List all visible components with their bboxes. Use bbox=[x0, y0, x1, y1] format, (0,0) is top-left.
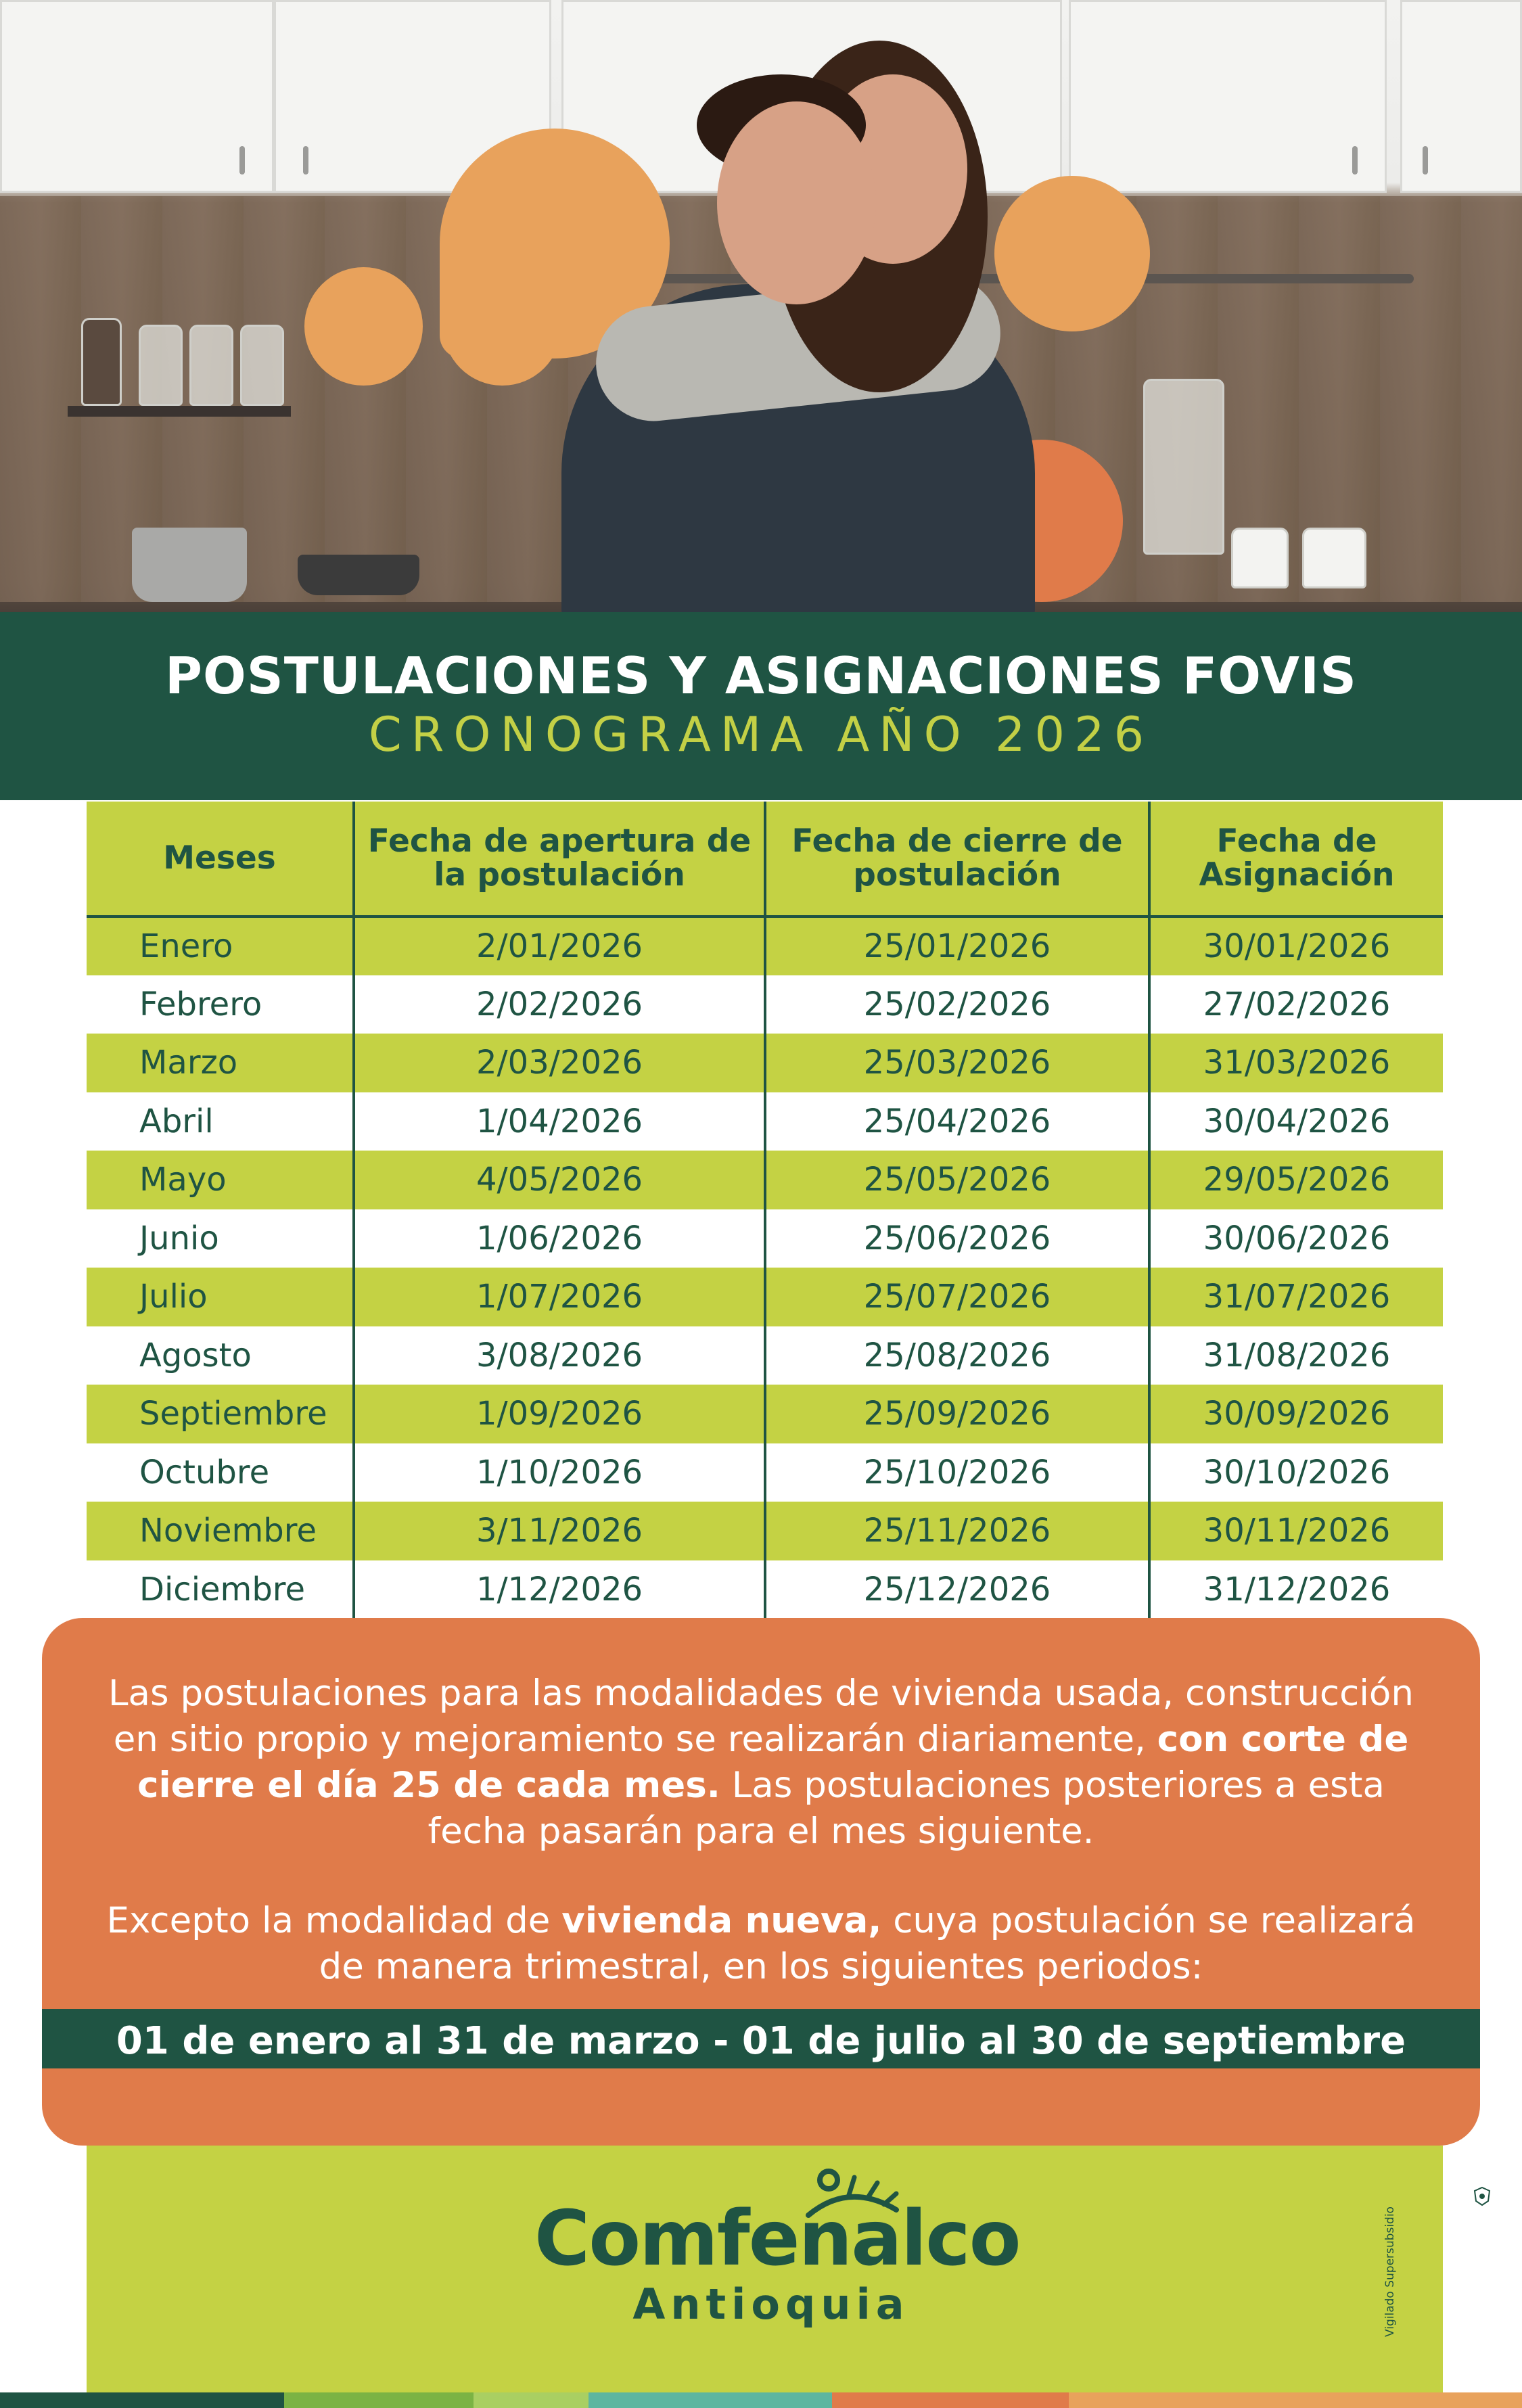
table-row bbox=[87, 1092, 1443, 1151]
closing-cell: 25/11/2026 bbox=[765, 1502, 1149, 1560]
periods-text: 01 de enero al 31 de marzo - 01 de julio al 30 de septiembre bbox=[116, 2019, 1406, 2063]
assignment-cell: 31/07/2026 bbox=[1149, 1268, 1443, 1326]
month-cell: Junio bbox=[87, 1209, 354, 1268]
closing-cell: 25/03/2026 bbox=[765, 1034, 1149, 1092]
opening-cell: 2/02/2026 bbox=[354, 975, 765, 1034]
table-row bbox=[87, 1034, 1443, 1092]
assignment-cell: 30/04/2026 bbox=[1149, 1092, 1443, 1151]
closing-cell: 25/12/2026 bbox=[765, 1560, 1149, 1619]
assignment-cell: 30/06/2026 bbox=[1149, 1209, 1443, 1268]
header-opening-date: Fecha de apertura de la postulación bbox=[354, 802, 765, 917]
month-cell: Abril bbox=[87, 1092, 354, 1151]
table-row bbox=[87, 1326, 1443, 1385]
opening-cell: 4/05/2026 bbox=[354, 1151, 765, 1209]
header-month: Meses bbox=[87, 802, 354, 917]
month-cell: Agosto bbox=[87, 1326, 354, 1385]
closing-cell: 25/01/2026 bbox=[765, 917, 1149, 975]
closing-cell: 25/09/2026 bbox=[765, 1385, 1149, 1443]
month-cell: Julio bbox=[87, 1268, 354, 1326]
opening-cell: 2/03/2026 bbox=[354, 1034, 765, 1092]
month-cell: Diciembre bbox=[87, 1560, 354, 1619]
table-row bbox=[87, 917, 1443, 975]
opening-cell: 1/04/2026 bbox=[354, 1092, 765, 1151]
closing-cell: 25/07/2026 bbox=[765, 1268, 1149, 1326]
month-cell: Enero bbox=[87, 917, 354, 975]
schedule-table bbox=[87, 802, 1443, 1619]
note-paragraph-daily: Las postulaciones para las modalidades de vivienda usada, construcción en sitio propio y mejoramiento se realizarán diariamente, con corte de cierre el día 25 de cada mes. Las postulaciones posteriores a esta fecha pasarán para el mes siguiente. bbox=[108, 1673, 1414, 1852]
table-row bbox=[87, 1209, 1443, 1268]
note-paragraph-quarterly: Excepto la modalidad de vivienda nueva, cuya postulación se realizará de manera trimestral, en los siguientes periodos: bbox=[106, 1900, 1416, 1987]
opening-cell: 1/06/2026 bbox=[354, 1209, 765, 1268]
logo-subtitle: Antioquia bbox=[632, 2279, 910, 2329]
opening-cell: 2/01/2026 bbox=[354, 917, 765, 975]
opening-cell: 3/11/2026 bbox=[354, 1502, 765, 1560]
assignment-cell: 31/12/2026 bbox=[1149, 1560, 1443, 1619]
header-assignment-date: Fecha de Asignación bbox=[1149, 802, 1443, 917]
assignment-cell: 27/02/2026 bbox=[1149, 975, 1443, 1034]
title-band bbox=[0, 612, 1522, 800]
note-emphasis-new-housing: vivienda nueva, bbox=[561, 1900, 882, 1941]
assignment-cell: 29/05/2026 bbox=[1149, 1151, 1443, 1209]
page-subtitle: CRONOGRAMA AÑO 2026 bbox=[368, 707, 1154, 762]
vigilado-label: Vigilado Supersubsidio bbox=[1383, 2206, 1397, 2337]
opening-cell: 1/09/2026 bbox=[354, 1385, 765, 1443]
month-cell: Febrero bbox=[87, 975, 354, 1034]
closing-cell: 25/06/2026 bbox=[765, 1209, 1149, 1268]
assignment-cell: 31/08/2026 bbox=[1149, 1326, 1443, 1385]
logo-wordmark: Comfenalco bbox=[534, 2195, 1020, 2283]
assignment-cell: 31/03/2026 bbox=[1149, 1034, 1443, 1092]
table-row bbox=[87, 1560, 1443, 1619]
month-cell: Octubre bbox=[87, 1443, 354, 1502]
month-cell: Mayo bbox=[87, 1151, 354, 1209]
closing-cell: 25/02/2026 bbox=[765, 975, 1149, 1034]
table-row bbox=[87, 1268, 1443, 1326]
closing-cell: 25/04/2026 bbox=[765, 1092, 1149, 1151]
hero-photo bbox=[0, 0, 1522, 612]
closing-cell: 25/05/2026 bbox=[765, 1151, 1149, 1209]
note-emphasis-cutoff: con corte de cierre el día 25 de cada mes. bbox=[137, 1719, 1409, 1806]
month-cell: Noviembre bbox=[87, 1502, 354, 1560]
supersubsidio-seal-icon bbox=[1473, 2186, 1491, 2206]
opening-cell: 1/10/2026 bbox=[354, 1443, 765, 1502]
table-row bbox=[87, 1502, 1443, 1560]
month-cell: Septiembre bbox=[87, 1385, 354, 1443]
opening-cell: 1/07/2026 bbox=[354, 1268, 765, 1326]
opening-cell: 1/12/2026 bbox=[354, 1560, 765, 1619]
assignment-cell: 30/01/2026 bbox=[1149, 917, 1443, 975]
assignment-cell: 30/09/2026 bbox=[1149, 1385, 1443, 1443]
table-row bbox=[87, 1385, 1443, 1443]
assignment-cell: 30/11/2026 bbox=[1149, 1502, 1443, 1560]
table-header-row bbox=[87, 802, 1443, 917]
closing-cell: 25/10/2026 bbox=[765, 1443, 1149, 1502]
table-row bbox=[87, 1151, 1443, 1209]
opening-cell: 3/08/2026 bbox=[354, 1326, 765, 1385]
month-cell: Marzo bbox=[87, 1034, 354, 1092]
closing-cell: 25/08/2026 bbox=[765, 1326, 1149, 1385]
assignment-cell: 30/10/2026 bbox=[1149, 1443, 1443, 1502]
table-row bbox=[87, 1443, 1443, 1502]
header-closing-date: Fecha de cierre de postulación bbox=[765, 802, 1149, 917]
table-row bbox=[87, 975, 1443, 1034]
bottom-color-stripes bbox=[0, 2392, 1522, 2408]
page-title: POSTULACIONES Y ASIGNACIONES FOVIS bbox=[164, 646, 1357, 705]
